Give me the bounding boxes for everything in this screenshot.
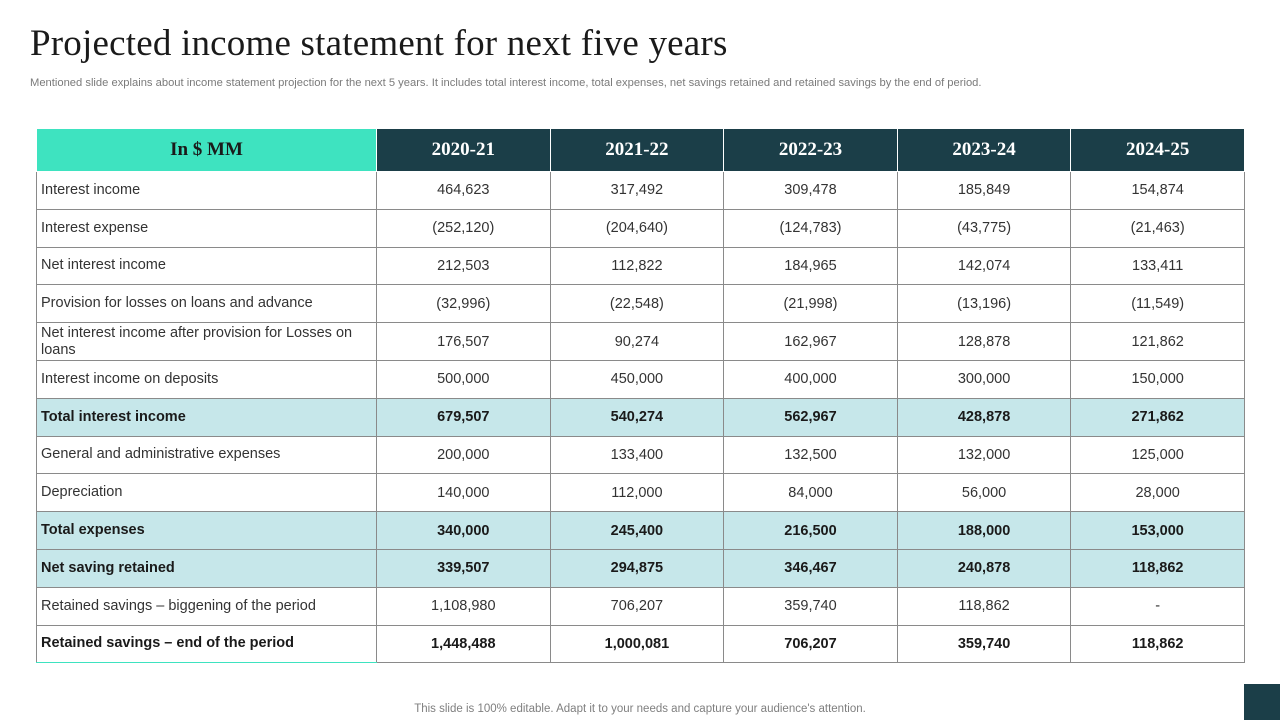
table-cell: 562,967: [724, 398, 898, 436]
table-cell: (252,120): [377, 209, 551, 247]
year-header: 2024-25: [1071, 129, 1245, 172]
table-cell: 359,740: [897, 625, 1071, 663]
table-row: [37, 587, 1245, 625]
table-cell: (11,549): [1071, 285, 1245, 323]
table-cell: (22,548): [550, 285, 724, 323]
table-cell: (13,196): [897, 285, 1071, 323]
table-cell: 540,274: [550, 398, 724, 436]
table-row: [37, 625, 1245, 663]
year-header: 2020-21: [377, 129, 551, 172]
income-statement-table: [36, 128, 1245, 663]
row-label: Net saving retained: [37, 549, 377, 587]
total-row: [37, 512, 1245, 550]
table-cell: 133,411: [1071, 247, 1245, 285]
table-row: [37, 436, 1245, 474]
table-cell: (43,775): [897, 209, 1071, 247]
table-row: [37, 360, 1245, 398]
table-cell: 128,878: [897, 323, 1071, 361]
row-label: Retained savings – end of the period: [37, 625, 377, 663]
table-row: [37, 172, 1245, 210]
table-cell: 317,492: [550, 172, 724, 210]
table-cell: 346,467: [724, 549, 898, 587]
slide-title: Projected income statement for next five years: [30, 23, 728, 64]
table-row: [37, 209, 1245, 247]
table-cell: 1,000,081: [550, 625, 724, 663]
table-cell: 309,478: [724, 172, 898, 210]
total-row: [37, 398, 1245, 436]
table-cell: 125,000: [1071, 436, 1245, 474]
table-cell: 132,500: [724, 436, 898, 474]
table-cell: 240,878: [897, 549, 1071, 587]
table-cell: 245,400: [550, 512, 724, 550]
unit-header: In $ MM: [37, 129, 377, 172]
table-cell: 118,862: [897, 587, 1071, 625]
table-header-row: [37, 129, 1245, 172]
row-label: Interest expense: [37, 209, 377, 247]
table-cell: 118,862: [1071, 625, 1245, 663]
table-cell: 90,274: [550, 323, 724, 361]
table-cell: 216,500: [724, 512, 898, 550]
table-cell: 1,448,488: [377, 625, 551, 663]
row-label: Net interest income: [37, 247, 377, 285]
table-cell: 162,967: [724, 323, 898, 361]
table-cell: 188,000: [897, 512, 1071, 550]
table-cell: 500,000: [377, 360, 551, 398]
table-cell: 200,000: [377, 436, 551, 474]
table-cell: 112,000: [550, 474, 724, 512]
row-label: General and administrative expenses: [37, 436, 377, 474]
table-cell: 154,874: [1071, 172, 1245, 210]
table-cell: 300,000: [897, 360, 1071, 398]
table-cell: 132,000: [897, 436, 1071, 474]
table-cell: 706,207: [724, 625, 898, 663]
row-label: Total interest income: [37, 398, 377, 436]
total-row: [37, 549, 1245, 587]
row-label: Net interest income after provision for Losses on loans: [37, 323, 377, 361]
table-row: [37, 285, 1245, 323]
table-cell: (124,783): [724, 209, 898, 247]
table-cell: 464,623: [377, 172, 551, 210]
table-cell: 1,108,980: [377, 587, 551, 625]
table-cell: 121,862: [1071, 323, 1245, 361]
table-cell: (204,640): [550, 209, 724, 247]
year-header: 2021-22: [550, 129, 724, 172]
table-cell: 142,074: [897, 247, 1071, 285]
table-cell: 340,000: [377, 512, 551, 550]
table-cell: 271,862: [1071, 398, 1245, 436]
row-label: Retained savings – biggening of the period: [37, 587, 377, 625]
table-cell: 706,207: [550, 587, 724, 625]
table-cell: 153,000: [1071, 512, 1245, 550]
year-header: 2022-23: [724, 129, 898, 172]
table-cell: 84,000: [724, 474, 898, 512]
slide-subtitle: Mentioned slide explains about income statement projection for the next 5 years. It includes total interest income, total expenses, net savings retained and retained savings by the end of period.: [30, 77, 982, 89]
table-cell: 212,503: [377, 247, 551, 285]
table-cell: 140,000: [377, 474, 551, 512]
table-cell: 133,400: [550, 436, 724, 474]
table-cell: 450,000: [550, 360, 724, 398]
row-label: Provision for losses on loans and advance: [37, 285, 377, 323]
corner-decoration: [1244, 684, 1280, 720]
table-cell: 339,507: [377, 549, 551, 587]
table-cell: 56,000: [897, 474, 1071, 512]
table-cell: 112,822: [550, 247, 724, 285]
table-cell: 679,507: [377, 398, 551, 436]
table-cell: -: [1071, 587, 1245, 625]
table-row: [37, 323, 1245, 361]
table-cell: (32,996): [377, 285, 551, 323]
table-cell: 400,000: [724, 360, 898, 398]
table-cell: 176,507: [377, 323, 551, 361]
table-row: [37, 247, 1245, 285]
year-header: 2023-24: [897, 129, 1071, 172]
table-cell: 184,965: [724, 247, 898, 285]
table-cell: 294,875: [550, 549, 724, 587]
table-cell: 150,000: [1071, 360, 1245, 398]
table-cell: (21,998): [724, 285, 898, 323]
row-label: Interest income on deposits: [37, 360, 377, 398]
row-label: Total expenses: [37, 512, 377, 550]
table-cell: 28,000: [1071, 474, 1245, 512]
table-cell: 118,862: [1071, 549, 1245, 587]
table-cell: 428,878: [897, 398, 1071, 436]
footer-note: This slide is 100% editable. Adapt it to your needs and capture your audience's attention.: [414, 703, 866, 715]
table-row: [37, 474, 1245, 512]
table-cell: (21,463): [1071, 209, 1245, 247]
row-label: Interest income: [37, 172, 377, 210]
row-label: Depreciation: [37, 474, 377, 512]
table-cell: 359,740: [724, 587, 898, 625]
table-cell: 185,849: [897, 172, 1071, 210]
